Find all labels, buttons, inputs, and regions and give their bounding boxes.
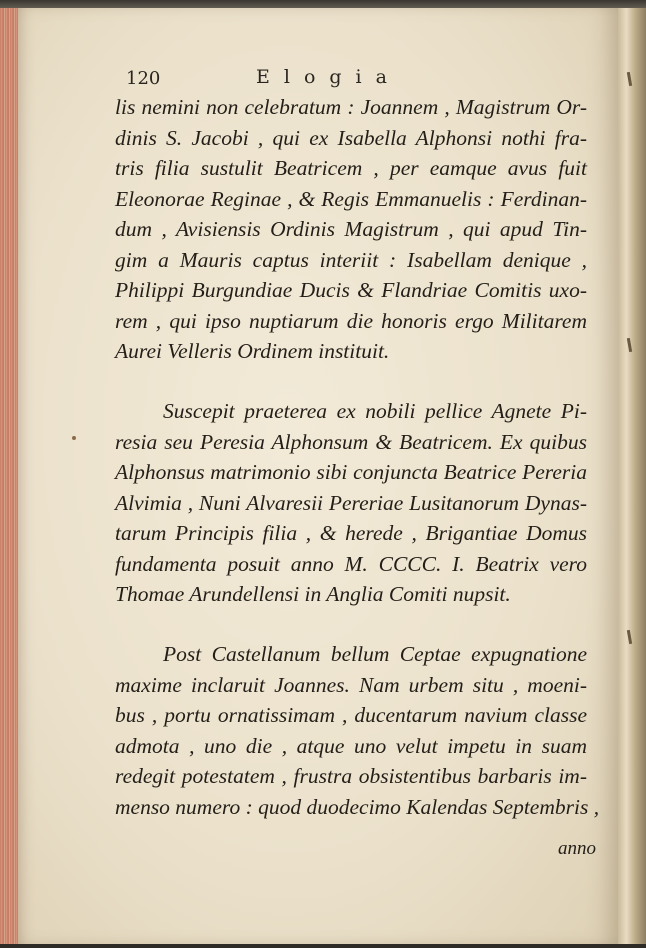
book-page <box>18 8 618 944</box>
text-line: dum , Avisiensis Ordinis Magistrum , qui apud Tin- <box>115 217 587 241</box>
paragraph-3 <box>115 639 600 822</box>
text-line: gim a Mauris captus interiit : Isabellam denique , <box>115 247 587 272</box>
text-line: redegit potestatem , frustra obsistentibus barbaris im- <box>115 764 587 788</box>
text-line: Post Castellanum bellum Ceptae expugnatione <box>163 642 587 666</box>
page-number: 120 <box>126 68 161 89</box>
text-line: Philippi Burgundiae Ducis & Flandriae Comitis uxo- <box>115 278 587 302</box>
text-line: rem , qui ipso nuptiarum die honoris ergo Militarem <box>115 308 587 333</box>
text-line: lis nemini non celebratum : Joannem , Magistrum Or- <box>115 95 587 119</box>
text-line: Alvimia , Nuni Alvaresii Pereriae Lusitanorum Dynas- <box>115 490 587 515</box>
text-line: Thomae Arundellensi in Anglia Comiti nupsit. <box>115 582 511 606</box>
text-line: bus , portu ornatissimam , ducentarum navium classe <box>115 703 587 727</box>
text-line: dinis S. Jacobi , qui ex Isabella Alphonsi nothi fra- <box>115 125 587 150</box>
text-line: tris filia sustulit Beatricem , per eamque avus fuit <box>115 156 587 180</box>
running-title: Elogia <box>256 66 401 88</box>
text-line: resia seu Peresia Alphonsum & Beatricem. Ex quibus <box>115 429 587 454</box>
catchword: anno <box>558 838 596 859</box>
text-line: Alphonsus matrimonio sibi conjuncta Beatrice Pereria <box>115 460 587 484</box>
text-line: Eleonorae Reginae , & Regis Emmanuelis : Ferdinan- <box>115 186 587 211</box>
facing-page-edge <box>618 8 646 944</box>
book-bottom-edge <box>0 944 646 948</box>
text-line: maxime inclaruit Joannes. Nam urbem situ , moeni- <box>115 672 587 697</box>
text-line: admota , uno die , atque uno velut impetu in suam <box>115 733 587 758</box>
paragraph-2 <box>115 396 587 610</box>
edge-mark <box>627 630 632 644</box>
paper-spot <box>72 436 76 440</box>
text-line: fundamenta posuit anno M. CCCC. I. Beatrix vero <box>115 551 587 576</box>
text-line: Aurei Velleris Ordinem instituit. <box>115 339 390 363</box>
edge-mark <box>627 338 632 352</box>
text-line: tarum Principis filia , & herede , Brigantiae Domus <box>115 521 587 545</box>
text-line: menso numero : quod duodecimo Kalendas Septembris , <box>115 794 600 819</box>
text-line: Suscepit praeterea ex nobili pellice Agnete Pi- <box>163 399 587 423</box>
paragraph-1 <box>115 92 587 367</box>
edge-mark <box>627 72 632 86</box>
